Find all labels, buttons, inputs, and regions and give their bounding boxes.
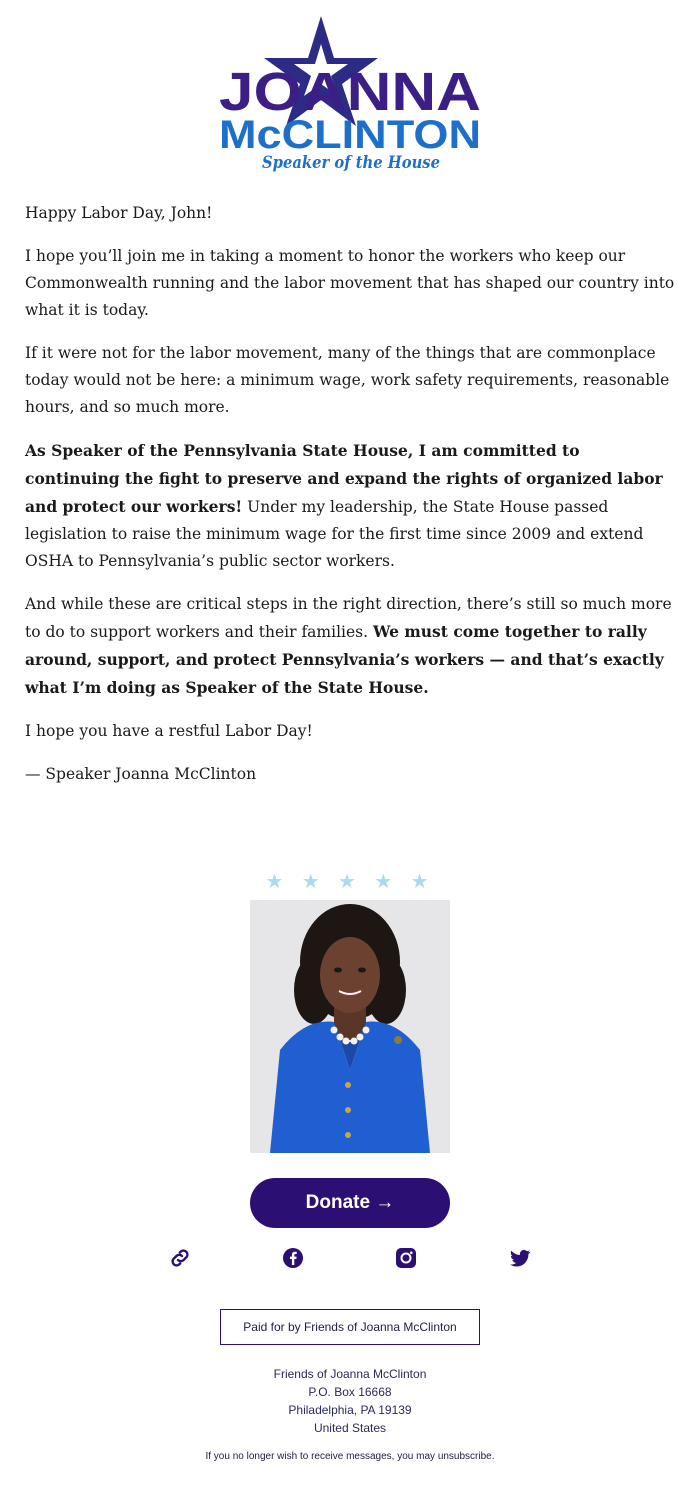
paragraph-4	[25, 591, 677, 702]
campaign-logo	[0, 0, 700, 185]
unsubscribe-notice	[0, 1451, 700, 1462]
facebook-icon[interactable]	[281, 1246, 305, 1270]
instagram-icon[interactable]	[394, 1246, 418, 1270]
social-links	[0, 1246, 700, 1270]
paragraph-2: If it were not for the labor movement, many of the things that are commonplace today would not be here: a minimum wage, work safety requirements, reasonable hours, and so much more.	[25, 344, 670, 416]
unsubscribe-link[interactable]: unsubscribe	[437, 1451, 492, 1462]
candidate-photo	[250, 900, 450, 1153]
paragraph-3	[25, 437, 677, 575]
greeting: Happy Labor Day, John!	[25, 204, 213, 222]
paragraph-5: I hope you have a restful Labor Day!	[25, 722, 313, 740]
logo-line1: JOANNA	[219, 62, 481, 122]
unsubscribe-suffix: .	[491, 1451, 495, 1462]
paragraph-4-bold: We must come together to rally around, support, and protect Pennsylvania’s workers — and that’s exactly what I’m doing as Speaker of the State House.	[25, 622, 664, 697]
paragraph-1: I hope you’ll join me in taking a moment to honor the workers who keep our Commonwealth running and the labor movement that has shaped our country into what it is today.	[25, 247, 675, 319]
logo-tagline: Speaker of the House	[262, 153, 441, 173]
paragraph-3-bold: As Speaker of the Pennsylvania State House, I am committed to continuing the fight to preserve and expand the rights of organized labor and protect our workers!	[25, 441, 663, 516]
donate-button[interactable]: Donate →	[250, 1178, 450, 1228]
logo-line2: McCLINTON	[219, 113, 481, 157]
link-icon[interactable]	[168, 1246, 192, 1270]
email-body	[25, 200, 677, 804]
paid-for-notice: Paid for by Friends of Joanna McClinton	[220, 1309, 480, 1345]
twitter-icon[interactable]	[508, 1246, 532, 1270]
paragraph-3-rest: Under my leadership, the State House passed legislation to raise the minimum wage for the first time since 2009 and extend OSHA to Pennsylvania’s public sector workers.	[25, 498, 644, 570]
mailing-address	[0, 1365, 700, 1437]
paragraph-4-start: And while these are critical steps in the right direction, there’s still so much more to do to support workers and their families.	[25, 595, 672, 641]
address-line: Friends of Joanna McClinton	[273, 1367, 427, 1381]
star-rating-icon: ★ ★ ★ ★ ★	[265, 869, 435, 893]
signature: — Speaker Joanna McClinton	[25, 765, 257, 783]
address-line: Philadelphia, PA 19139	[288, 1403, 412, 1417]
address-line: P.O. Box 16668	[308, 1385, 392, 1399]
address-line: United States	[313, 1421, 387, 1435]
unsubscribe-prefix: If you no longer wish to receive messages, you may	[205, 1451, 438, 1462]
